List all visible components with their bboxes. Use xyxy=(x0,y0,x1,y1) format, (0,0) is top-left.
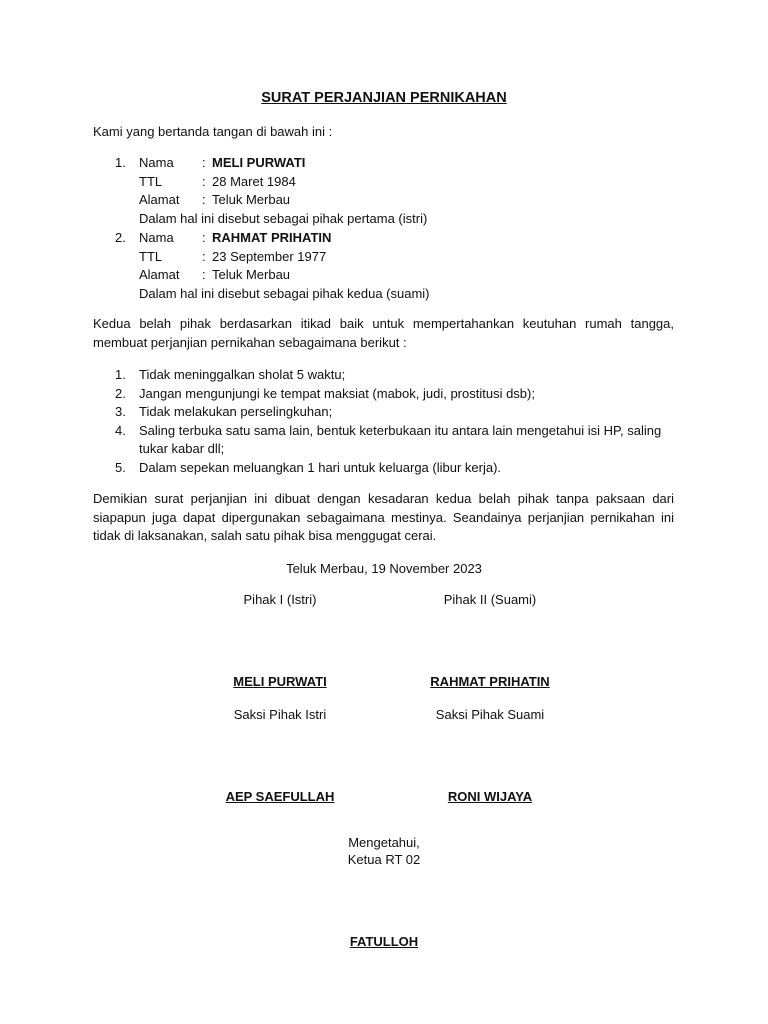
address-value: Teluk Merbau xyxy=(212,192,291,207)
party-number: 1. xyxy=(115,155,126,170)
party1-signature-name: MELI PURWATI xyxy=(233,674,327,689)
name-value: MELI PURWATI xyxy=(212,155,306,170)
party1-role: Pihak I (Istri) xyxy=(243,592,317,607)
witness2-signature-name: RONI WIJAYA xyxy=(447,789,533,804)
colon: : xyxy=(202,248,206,264)
colon: : xyxy=(202,230,206,245)
agreement-intro-paragraph: Kedua belah pihak berdasarkan itikad baik untuk mempertahankan keutuhan rumah tangga, membuat perjanjian pernikahan sebagaimana berikut : xyxy=(93,316,674,350)
rt-role: Ketua RT 02 xyxy=(347,852,421,867)
list-item xyxy=(93,385,674,404)
party2-role: Pihak II (Suami) xyxy=(443,592,537,607)
address-label: Alamat xyxy=(139,267,180,282)
name-label: Nama xyxy=(139,230,174,245)
colon: : xyxy=(202,192,206,207)
agreement-list xyxy=(93,366,674,477)
party2-signature-name: RAHMAT PRIHATIN xyxy=(430,674,550,689)
document-title: SURAT PERJANJIAN PERNIKAHAN xyxy=(261,90,507,106)
list-item xyxy=(93,403,674,422)
acknowledged-label: Mengetahui, xyxy=(348,835,420,850)
ttl-value: 23 September 1977 xyxy=(212,248,327,264)
party-note: Dalam hal ini disebut sebagai pihak kedua (suami) xyxy=(139,285,430,301)
ttl-label: TTL xyxy=(139,173,163,189)
list-text: Jangan mengunjungi ke tempat maksiat (mabok, judi, prostitusi dsb); xyxy=(139,385,535,401)
party-2 xyxy=(93,229,693,303)
list-item xyxy=(93,422,674,459)
ttl-label: TTL xyxy=(139,248,163,264)
intro-text: Kami yang bertanda tangan di bawah ini : xyxy=(93,124,333,139)
list-number: 4. xyxy=(115,422,126,438)
closing-paragraph: Demikian surat perjanjian ini dibuat dengan kesadaran kedua belah pihak tanpa paksaan dari siapapun juga dapat dipergunakan sebagaimana mestinya. Seandainya perjanjian pernikahan ini tidak di laksanakan, salah satu pihak bisa menggugat cerai. xyxy=(93,491,674,543)
list-text: Dalam sepekan meluangkan 1 hari untuk keluarga (libur kerja). xyxy=(139,459,502,475)
list-item xyxy=(93,459,674,478)
witness2-role: Saksi Pihak Suami xyxy=(435,707,545,722)
party-number: 2. xyxy=(115,230,126,245)
address-value: Teluk Merbau xyxy=(212,267,291,282)
list-item xyxy=(93,366,674,385)
witness1-signature-name: AEP SAEFULLAH xyxy=(225,789,335,804)
list-number: 2. xyxy=(115,385,126,401)
party-1 xyxy=(93,154,693,228)
list-number: 3. xyxy=(115,404,126,419)
list-text: Saling terbuka satu sama lain, bentuk keterbukaan itu antara lain mengetahui isi HP, saling tukar kabar dll; xyxy=(139,422,662,456)
list-number: 1. xyxy=(115,367,126,382)
list-text: Tidak meninggalkan sholat 5 waktu; xyxy=(139,367,346,382)
ttl-value: 28 Maret 1984 xyxy=(212,173,296,189)
colon: : xyxy=(202,267,206,282)
name-label: Nama xyxy=(139,155,174,170)
address-label: Alamat xyxy=(139,192,180,207)
place-date: Teluk Merbau, 19 November 2023 xyxy=(286,561,482,576)
witness1-role: Saksi Pihak Istri xyxy=(233,707,327,722)
colon: : xyxy=(202,173,206,189)
list-number: 5. xyxy=(115,459,126,475)
list-text: Tidak melakukan perselingkuhan; xyxy=(139,404,333,419)
rt-signature-name: FATULLOH xyxy=(349,934,419,949)
name-value: RAHMAT PRIHATIN xyxy=(212,230,332,245)
party-note: Dalam hal ini disebut sebagai pihak pertama (istri) xyxy=(139,210,428,226)
colon: : xyxy=(202,155,206,170)
